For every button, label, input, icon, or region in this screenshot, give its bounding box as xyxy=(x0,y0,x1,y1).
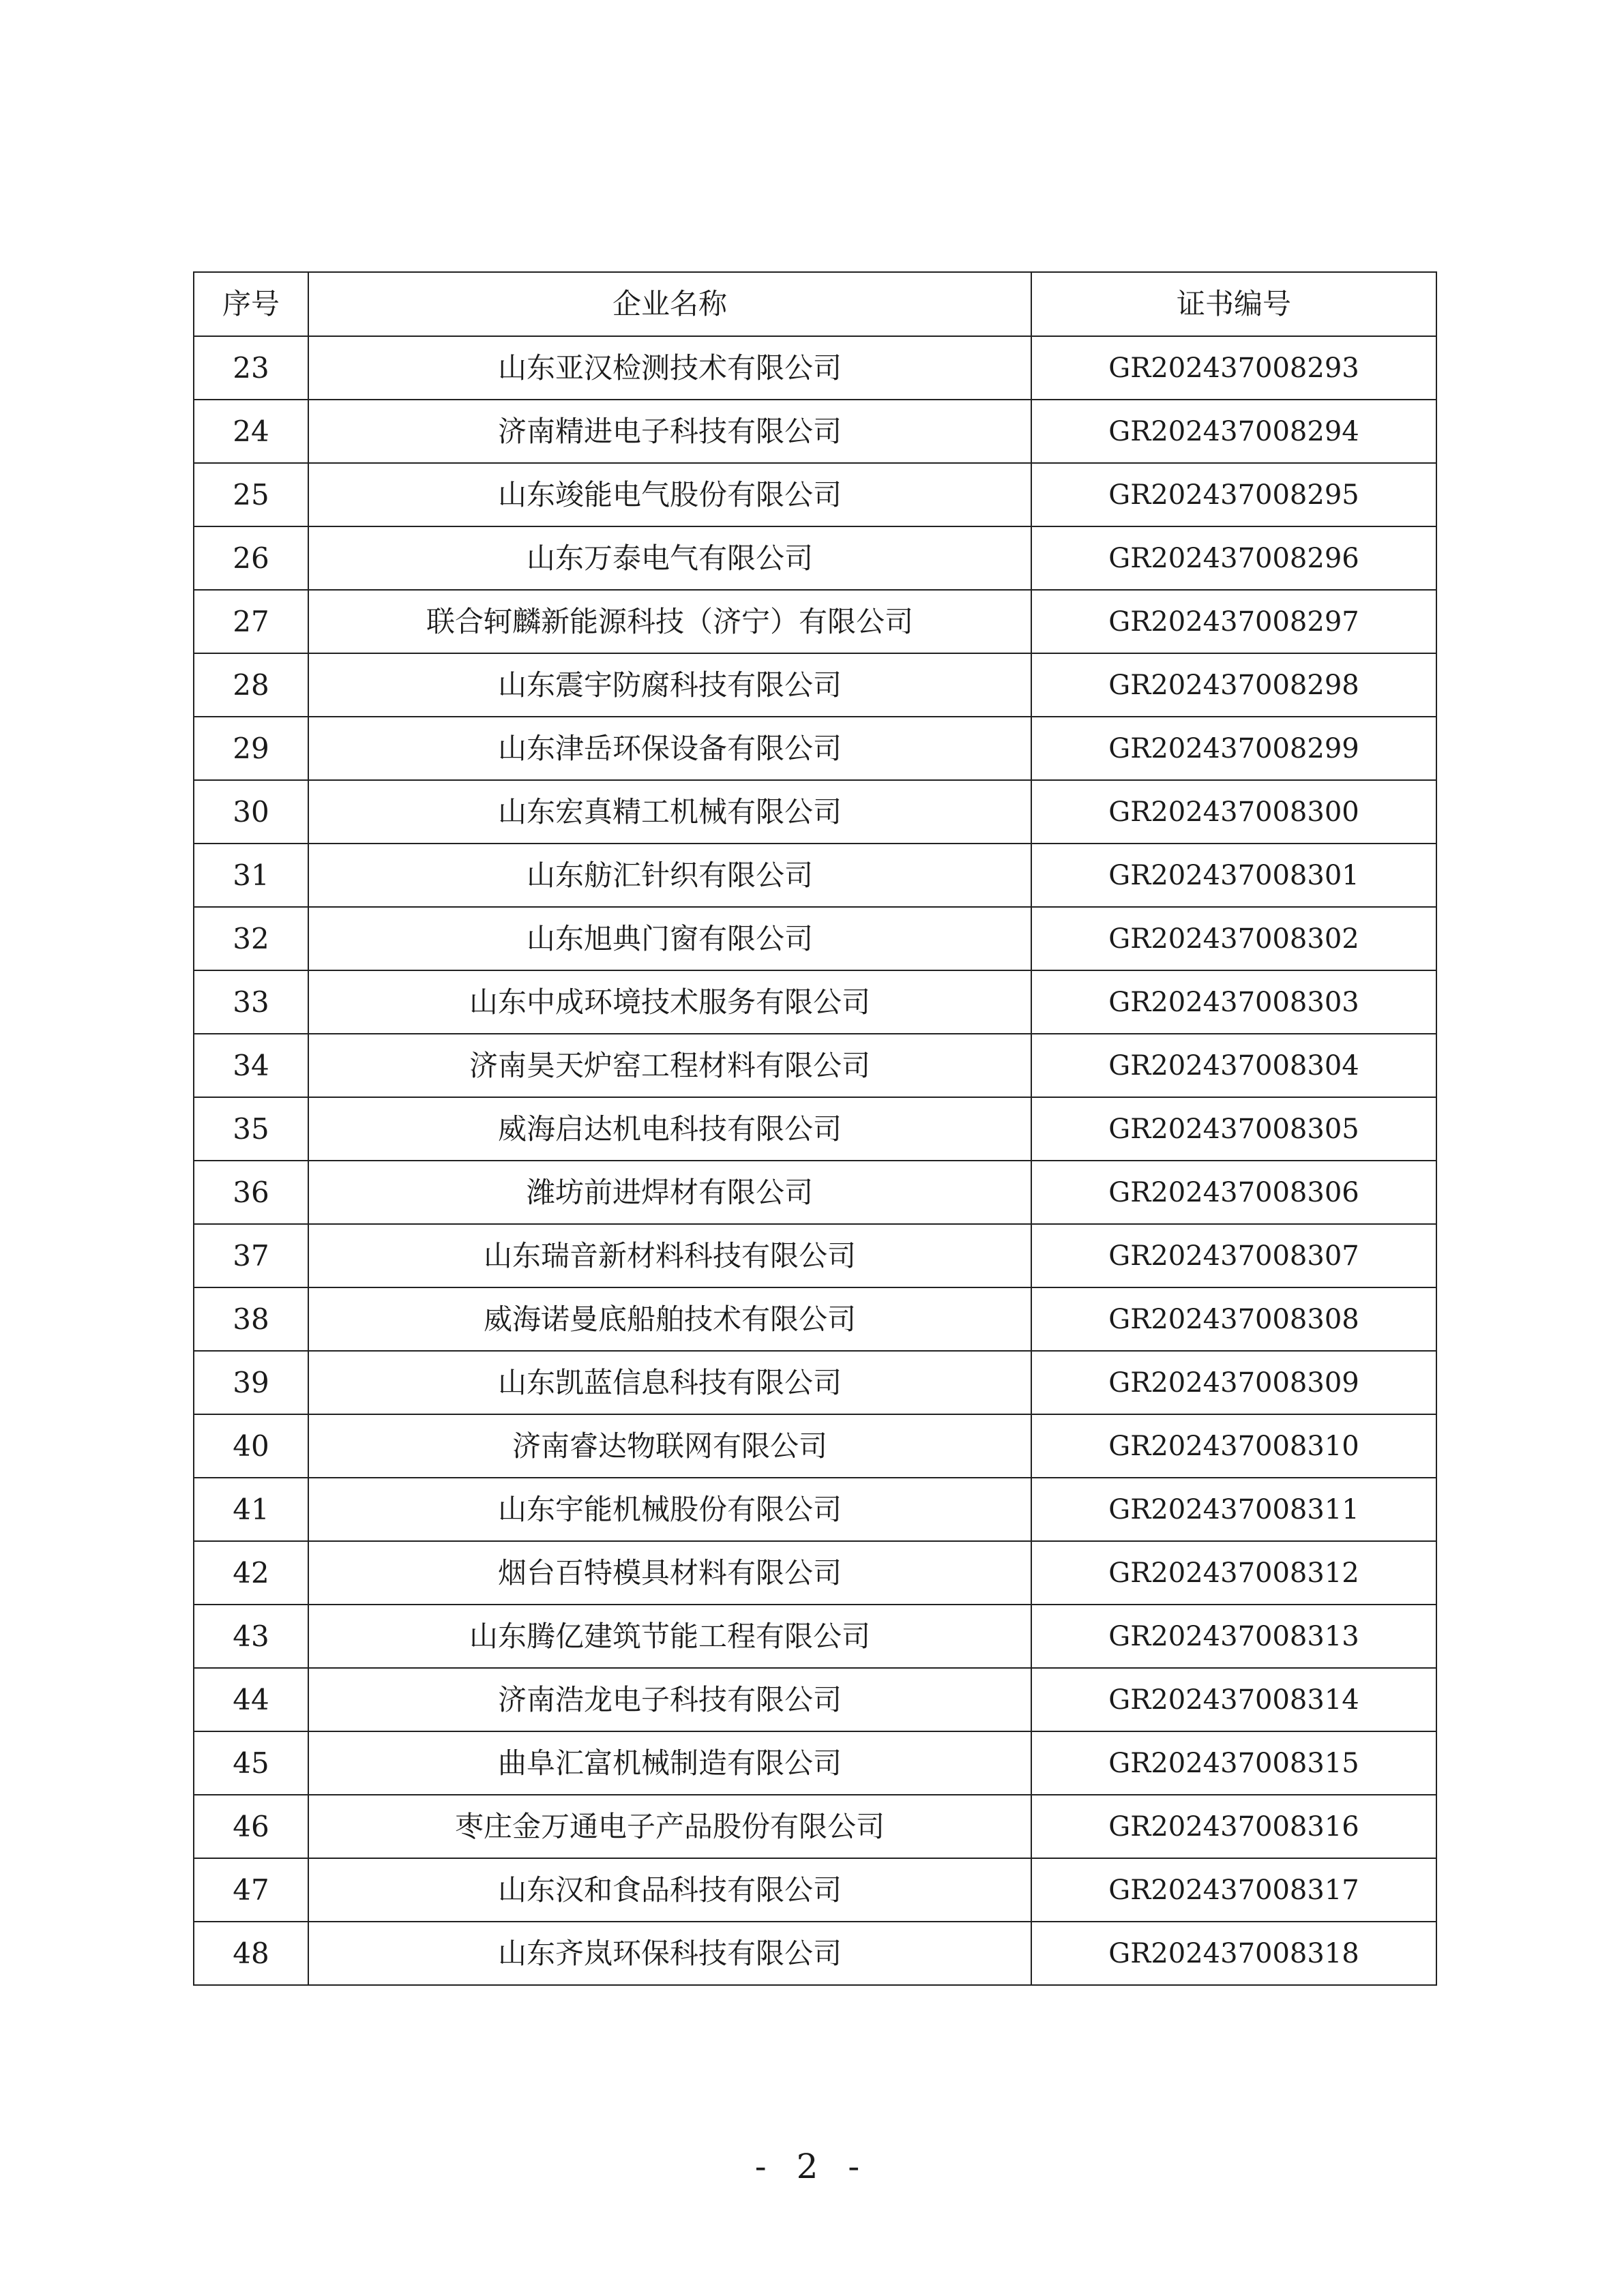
serial-number-cell: 43 xyxy=(194,1605,308,1668)
certificate-number-cell: GR202437008318 xyxy=(1031,1922,1436,1985)
enterprise-name-cell: 山东宇能机械股份有限公司 xyxy=(308,1478,1031,1541)
certificate-number-cell: GR202437008306 xyxy=(1031,1161,1436,1224)
enterprise-name-cell: 山东舫汇针织有限公司 xyxy=(308,844,1031,907)
certificate-number-cell: GR202437008312 xyxy=(1031,1541,1436,1605)
table-row xyxy=(194,1351,1436,1414)
enterprise-name-cell: 山东汉和食品科技有限公司 xyxy=(308,1858,1031,1922)
serial-number-cell: 34 xyxy=(194,1034,308,1097)
enterprise-list-page xyxy=(193,271,1436,1986)
enterprise-name-cell: 山东旭典门窗有限公司 xyxy=(308,907,1031,970)
serial-number-cell: 46 xyxy=(194,1795,308,1858)
serial-number-cell: 24 xyxy=(194,400,308,463)
enterprise-name-cell: 山东宏真精工机械有限公司 xyxy=(308,780,1031,844)
serial-number-cell: 45 xyxy=(194,1731,308,1795)
serial-number-cell: 35 xyxy=(194,1097,308,1161)
enterprise-name-cell: 威海启达机电科技有限公司 xyxy=(308,1097,1031,1161)
enterprise-name-cell: 山东瑞音新材料科技有限公司 xyxy=(308,1224,1031,1287)
table-row xyxy=(194,1731,1436,1795)
table-row xyxy=(194,1161,1436,1224)
table-body xyxy=(194,336,1436,1985)
certificate-number-cell: GR202437008307 xyxy=(1031,1224,1436,1287)
table-row xyxy=(194,526,1436,590)
header-certificate-number: 证书编号 xyxy=(1031,272,1436,336)
certificate-number-cell: GR202437008313 xyxy=(1031,1605,1436,1668)
table-row xyxy=(194,717,1436,780)
enterprise-name-cell: 山东亚汉检测技术有限公司 xyxy=(308,336,1031,400)
certificate-number-cell: GR202437008294 xyxy=(1031,400,1436,463)
certificate-number-cell: GR202437008305 xyxy=(1031,1097,1436,1161)
serial-number-cell: 39 xyxy=(194,1351,308,1414)
serial-number-cell: 41 xyxy=(194,1478,308,1541)
table-row xyxy=(194,1541,1436,1605)
certificate-number-cell: GR202437008293 xyxy=(1031,336,1436,400)
enterprise-name-cell: 联合轲麟新能源科技（济宁）有限公司 xyxy=(308,590,1031,653)
serial-number-cell: 32 xyxy=(194,907,308,970)
enterprise-name-cell: 济南睿达物联网有限公司 xyxy=(308,1414,1031,1478)
table-row xyxy=(194,1605,1436,1668)
table-row xyxy=(194,1287,1436,1351)
serial-number-cell: 42 xyxy=(194,1541,308,1605)
table-row xyxy=(194,970,1436,1034)
serial-number-cell: 44 xyxy=(194,1668,308,1731)
serial-number-cell: 26 xyxy=(194,526,308,590)
serial-number-cell: 30 xyxy=(194,780,308,844)
enterprise-name-cell: 山东中成环境技术服务有限公司 xyxy=(308,970,1031,1034)
certificate-number-cell: GR202437008317 xyxy=(1031,1858,1436,1922)
page-number: - 2 - xyxy=(754,2147,870,2186)
table-row xyxy=(194,780,1436,844)
serial-number-cell: 31 xyxy=(194,844,308,907)
table-row xyxy=(194,336,1436,400)
serial-number-cell: 28 xyxy=(194,653,308,717)
enterprise-name-cell: 山东万泰电气有限公司 xyxy=(308,526,1031,590)
serial-number-cell: 33 xyxy=(194,970,308,1034)
table-row xyxy=(194,400,1436,463)
table-row xyxy=(194,1795,1436,1858)
table-row xyxy=(194,653,1436,717)
certificate-number-cell: GR202437008301 xyxy=(1031,844,1436,907)
table-row xyxy=(194,1668,1436,1731)
certificate-number-cell: GR202437008314 xyxy=(1031,1668,1436,1731)
table-row xyxy=(194,1414,1436,1478)
certificate-number-cell: GR202437008303 xyxy=(1031,970,1436,1034)
table-row xyxy=(194,463,1436,526)
enterprise-name-cell: 山东震宇防腐科技有限公司 xyxy=(308,653,1031,717)
certificate-number-cell: GR202437008302 xyxy=(1031,907,1436,970)
enterprise-table xyxy=(193,271,1437,1986)
enterprise-name-cell: 枣庄金万通电子产品股份有限公司 xyxy=(308,1795,1031,1858)
serial-number-cell: 37 xyxy=(194,1224,308,1287)
enterprise-name-cell: 潍坊前进焊材有限公司 xyxy=(308,1161,1031,1224)
certificate-number-cell: GR202437008308 xyxy=(1031,1287,1436,1351)
table-row xyxy=(194,1224,1436,1287)
certificate-number-cell: GR202437008298 xyxy=(1031,653,1436,717)
certificate-number-cell: GR202437008311 xyxy=(1031,1478,1436,1541)
serial-number-cell: 36 xyxy=(194,1161,308,1224)
enterprise-name-cell: 威海诺曼底船舶技术有限公司 xyxy=(308,1287,1031,1351)
table-row xyxy=(194,1034,1436,1097)
table-row xyxy=(194,1478,1436,1541)
enterprise-name-cell: 山东腾亿建筑节能工程有限公司 xyxy=(308,1605,1031,1668)
header-enterprise-name: 企业名称 xyxy=(308,272,1031,336)
table-row xyxy=(194,907,1436,970)
serial-number-cell: 29 xyxy=(194,717,308,780)
serial-number-cell: 38 xyxy=(194,1287,308,1351)
enterprise-name-cell: 山东齐岚环保科技有限公司 xyxy=(308,1922,1031,1985)
certificate-number-cell: GR202437008295 xyxy=(1031,463,1436,526)
certificate-number-cell: GR202437008310 xyxy=(1031,1414,1436,1478)
enterprise-name-cell: 曲阜汇富机械制造有限公司 xyxy=(308,1731,1031,1795)
certificate-number-cell: GR202437008300 xyxy=(1031,780,1436,844)
enterprise-name-cell: 山东凯蓝信息科技有限公司 xyxy=(308,1351,1031,1414)
certificate-number-cell: GR202437008315 xyxy=(1031,1731,1436,1795)
table-header-row xyxy=(194,272,1436,336)
enterprise-name-cell: 山东竣能电气股份有限公司 xyxy=(308,463,1031,526)
certificate-number-cell: GR202437008316 xyxy=(1031,1795,1436,1858)
table-row xyxy=(194,590,1436,653)
table-row xyxy=(194,844,1436,907)
serial-number-cell: 40 xyxy=(194,1414,308,1478)
serial-number-cell: 47 xyxy=(194,1858,308,1922)
certificate-number-cell: GR202437008304 xyxy=(1031,1034,1436,1097)
enterprise-name-cell: 济南精进电子科技有限公司 xyxy=(308,400,1031,463)
certificate-number-cell: GR202437008309 xyxy=(1031,1351,1436,1414)
table-row xyxy=(194,1858,1436,1922)
enterprise-name-cell: 济南浩龙电子科技有限公司 xyxy=(308,1668,1031,1731)
serial-number-cell: 27 xyxy=(194,590,308,653)
certificate-number-cell: GR202437008297 xyxy=(1031,590,1436,653)
enterprise-name-cell: 山东津岳环保设备有限公司 xyxy=(308,717,1031,780)
enterprise-name-cell: 济南昊天炉窑工程材料有限公司 xyxy=(308,1034,1031,1097)
header-serial-number: 序号 xyxy=(194,272,308,336)
serial-number-cell: 25 xyxy=(194,463,308,526)
certificate-number-cell: GR202437008299 xyxy=(1031,717,1436,780)
serial-number-cell: 48 xyxy=(194,1922,308,1985)
enterprise-name-cell: 烟台百特模具材料有限公司 xyxy=(308,1541,1031,1605)
table-row xyxy=(194,1922,1436,1985)
table-row xyxy=(194,1097,1436,1161)
serial-number-cell: 23 xyxy=(194,336,308,400)
certificate-number-cell: GR202437008296 xyxy=(1031,526,1436,590)
